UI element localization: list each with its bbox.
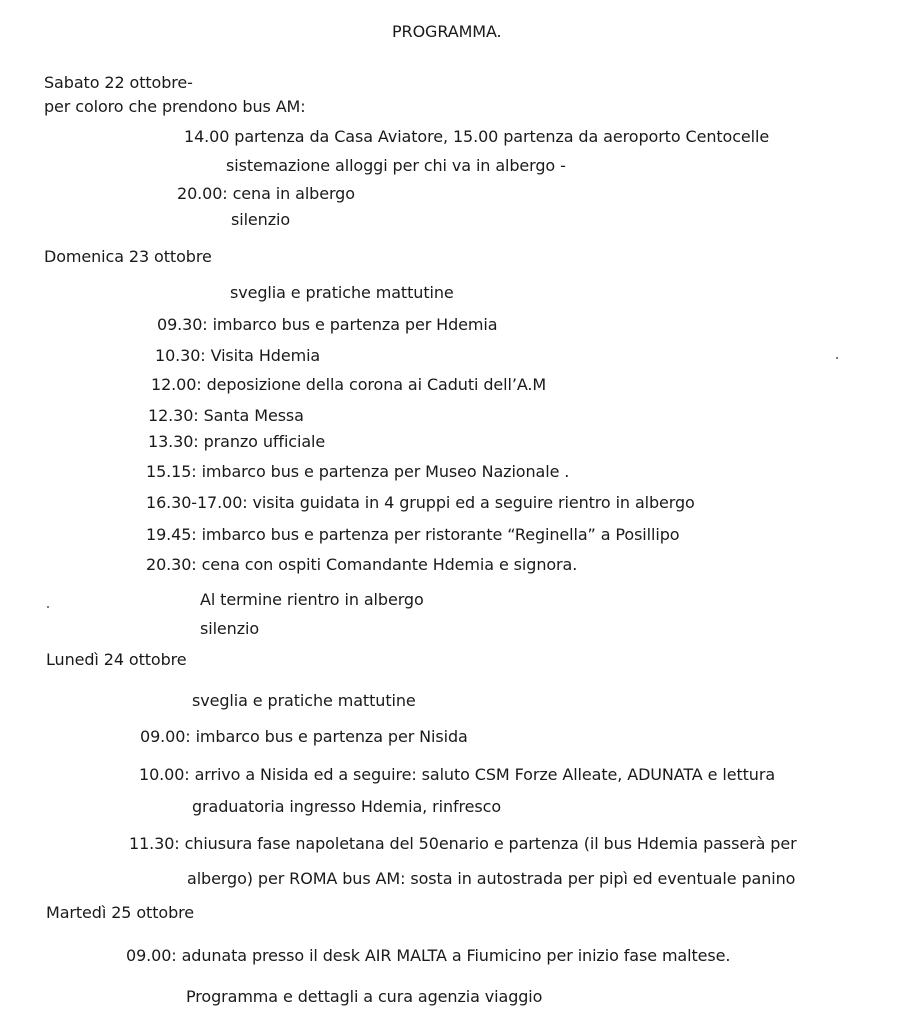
schedule-line: 10.00: arrivo a Nisida ed a seguire: saluto CSM Forze Alleate, ADUNATA e lettura — [139, 765, 776, 784]
schedule-line: sistemazione alloggi per chi va in albergo - — [226, 156, 566, 175]
schedule-line: 09.30: imbarco bus e partenza per Hdemia — [157, 315, 498, 334]
schedule-line: sveglia e pratiche mattutine — [192, 691, 416, 710]
scan-speck — [47, 606, 49, 608]
schedule-line: 09.00: imbarco bus e partenza per Nisida — [140, 727, 468, 746]
schedule-line: graduatoria ingresso Hdemia, rinfresco — [192, 797, 502, 816]
scan-speck — [836, 357, 838, 359]
schedule-line: sveglia e pratiche mattutine — [230, 283, 454, 302]
document-title: PROGRAMMA. — [392, 22, 502, 41]
schedule-line: 20.30: cena con ospiti Comandante Hdemia e signora. — [146, 555, 578, 574]
schedule-line: albergo) per ROMA bus AM: sosta in autostrada per pipì ed eventuale panino — [187, 869, 796, 888]
day-heading-domenica: Domenica 23 ottobre — [44, 247, 212, 266]
schedule-line: 12.00: deposizione della corona ai Caduti dell’A.M — [151, 375, 547, 394]
schedule-line: 12.30: Santa Messa — [148, 406, 304, 425]
day-heading-martedi: Martedì 25 ottobre — [46, 903, 194, 922]
schedule-line: silenzio — [231, 210, 291, 229]
schedule-line: 16.30-17.00: visita guidata in 4 gruppi ed a seguire rientro in albergo — [146, 493, 695, 512]
schedule-line: Programma e dettagli a cura agenzia viaggio — [186, 987, 543, 1006]
schedule-line: 11.30: chiusura fase napoletana del 50enario e partenza (il bus Hdemia passerà per — [129, 834, 797, 853]
schedule-line: silenzio — [200, 619, 260, 638]
schedule-line: 13.30: pranzo ufficiale — [148, 432, 326, 451]
schedule-line: 15.15: imbarco bus e partenza per Museo Nazionale . — [146, 462, 570, 481]
schedule-line: 09.00: adunata presso il desk AIR MALTA a Fiumicino per inizio fase maltese. — [126, 946, 731, 965]
schedule-line: Al termine rientro in albergo — [200, 590, 424, 609]
schedule-line: 19.45: imbarco bus e partenza per ristorante “Reginella” a Posillipo — [146, 525, 680, 544]
day-subheading-sabato: per coloro che prendono bus AM: — [44, 97, 306, 116]
schedule-line: 10.30: Visita Hdemia — [155, 346, 321, 365]
schedule-line: 20.00: cena in albergo — [177, 184, 355, 203]
day-heading-sabato: Sabato 22 ottobre- — [44, 73, 193, 92]
schedule-line: 14.00 partenza da Casa Aviatore, 15.00 partenza da aeroporto Centocelle — [184, 127, 770, 146]
day-heading-lunedi: Lunedì 24 ottobre — [46, 650, 187, 669]
